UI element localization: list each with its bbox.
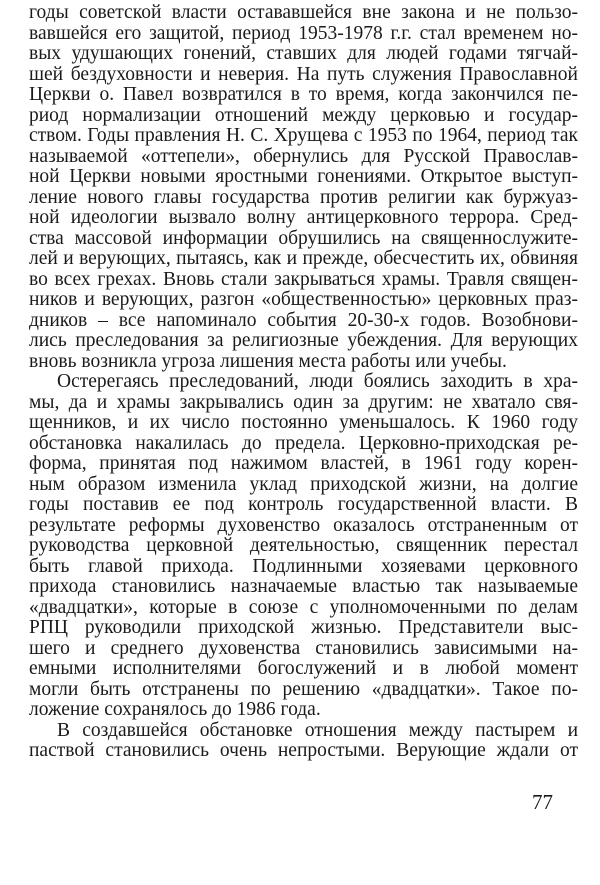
text-line: ным образом изменила уклад приходской жизни, на долгие	[29, 473, 578, 495]
text-line: быть главой прихода. Подлинными хозяевами церковного	[29, 555, 578, 577]
text-line: ной Церкви новыми яростными гонениями. Открытое выступ-	[29, 166, 578, 187]
text-line: ление нового главы государства против религии как буржуаз-	[29, 186, 578, 208]
text-line: шей бездуховности и неверия. На путь служения Православной	[29, 63, 578, 85]
text-line: риод нормализации отношений между церковью и государ-	[29, 104, 578, 126]
text-line: вавшейся его защитой, период 1953-1978 г.г. стал временем но-	[29, 22, 578, 44]
text-line: вновь возникла угроза лишения места работы или учебы.	[29, 350, 507, 372]
text-line: ством. Годы правления Н. С. Хрущева с 1953 по 1964, период так	[29, 125, 578, 146]
text-line: дников – все напоминало события 20-30-х годов. Возобнови-	[29, 309, 578, 331]
text-line: прихода становились назначаемые властью так называемые	[29, 576, 578, 597]
text-line: ников и верующих, разгон «общественностью» церковных праз-	[29, 289, 578, 310]
text-line: ложение сохранялось до 1986 года.	[29, 699, 321, 720]
text-line: форма, принятая под нажимом властей, в 1961 году корен-	[29, 453, 578, 474]
text-line: паствой становились очень непростыми. Верующие ждали от	[29, 740, 578, 761]
text-line: ной идеологии вызвало волну антицерковного террора. Сред-	[29, 207, 578, 228]
text-line: мы, да и храмы закрывались один за другим: не хватало свя-	[29, 391, 578, 413]
text-line: Церкви о. Павел возвратился в то время, когда закончился пе-	[29, 84, 578, 105]
text-line: руководства церковной деятельностью, священник перестал	[29, 535, 578, 556]
text-line: лей и верующих, пытаясь, как и прежде, обесчестить их, обвиняя	[29, 248, 578, 269]
text-line: РПЦ руководили приходской жизнью. Представители выс-	[29, 617, 578, 638]
text-line: В создавшейся обстановке отношения между пастырем и	[57, 719, 578, 741]
text-line: вых удушающих гонений, ставших для людей годами тягчай-	[29, 43, 578, 64]
text-line: Остерегаясь преследований, люди боялись заходить в хра-	[57, 371, 578, 392]
text-line: результате реформы духовенство оказалось отстраненным от	[29, 514, 578, 536]
text-line: годы советской власти остававшейся вне закона и не пользо-	[29, 2, 578, 23]
text-line: ства массовой информации обрушились на священнослужите-	[29, 227, 578, 249]
book-page-text	[29, 3, 578, 762]
paragraph	[29, 3, 578, 372]
text-line: обстановка накалилась до предела. Церковно-приходская ре-	[29, 432, 578, 454]
text-line: называемой «оттепели», обернулись для Русской Православ-	[29, 145, 578, 167]
page-number: 77	[532, 790, 553, 814]
text-line: емными исполнителями богослужений и в любой момент	[29, 658, 578, 679]
paragraph	[29, 721, 578, 762]
text-line: могли быть отстранены по решению «двадцатки». Такое по-	[29, 678, 578, 700]
text-line: щенников, и их число постоянно уменьшалось. К 1960 году	[29, 412, 578, 433]
paragraph	[29, 372, 578, 721]
text-line: лись преследования за религиозные убеждения. Для верующих	[29, 330, 578, 351]
text-line: «двадцатки», которые в союзе с уполномоченными по делам	[29, 596, 578, 618]
text-line: годы поставив ее под контроль государственной власти. В	[29, 494, 578, 515]
text-line: шего и среднего духовенства становились зависимыми на-	[29, 637, 578, 659]
text-line: во всех грехах. Вновь стали закрываться храмы. Травля священ-	[29, 268, 578, 290]
